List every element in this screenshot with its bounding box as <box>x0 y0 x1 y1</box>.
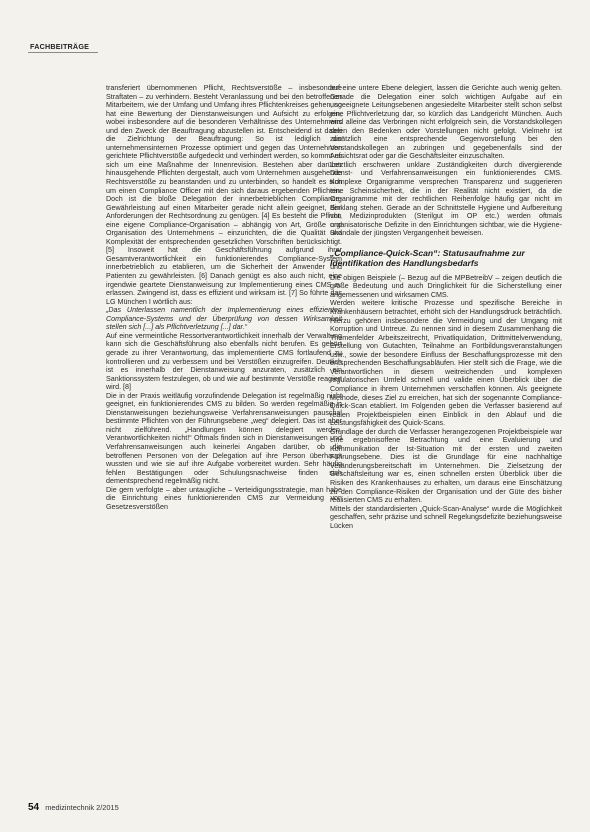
page-footer <box>28 802 119 813</box>
right-paragraph-6: Mittels der standardisierten „Quick-Scan-Analyse“ wurde die Möglichkeit geschaffen, sehr präzise und schnell Regelungsdefizite beziehungsweise Lücken <box>330 504 562 530</box>
right-paragraph-4: Werden weitere kritische Prozesse und spezifische Bereiche in Krankenhäusern betrachtet, erhöht sich der Handlungsdruck beträchtlich. Hierzu gehören insbesondere die Vermeidung und der Umgang mit Korruption und Untreue. Zu nennen sind in diesem Zusammenhang die Themenfelder Arbeitszeitrecht, Privatliquidation, Drittmittelverwendung, Erstellung von Gutachten, Teilnahme an Fortbildungsveranstaltungen usw., sowie der besondere Einfluss der Beschaffungsprozesse mit den entsprechenden Beschaffungsabläufen. Hier stellt sich die Frage, wie die Verantwortlichen in diesem weitreichenden und komplexen regulatorischen Umfeld schnell und valide einen Überblick über die Compliance in ihrem Unternehmen verschaffen können. Als geeignete Methode, dieses Ziel zu erreichen, hat sich der sogenannte Compliance-Quick-Scan etabliert. Im Folgenden geben die Verfasser basierend auf realen Projektbeispielen einen Einblick in den Ablauf und die Leistungsfähigkeit des Quick-Scans. <box>330 299 562 428</box>
left-paragraph-4: Die gern verfolgte – aber untaugliche – Verteidigungsstrategie, man habe die Einrichtung eines funktionierenden CMS zur Vermeidung von Gesetzesverstößen <box>106 485 342 511</box>
right-paragraph-1: auf eine untere Ebene delegiert, lassen die Gerichte auch wenig gelten. Gerade die Delegation einer solch wichtigen Aufgabe auf ein ungeeignete Leitungsebenen angesiedelte Mitarbeiter stellt schon selbst eine Pflichtverletzung dar, so kürzlich das Landgericht München. Auch wird alleine das Verbringen nicht erfolgreich sein, die Vorstandskollegen selen den Bedenken oder Vorstellungen nicht gefolgt. Vielmehr ist zusätzlich eine entsprechende Gegenvorstellung bei den Vorstandskollegen an zubringen und gegebenenfalls sind der Aufsichtsrat oder gar die Geschäftsleiter einzuschalten. <box>330 84 562 161</box>
left-paragraph-3: Die in der Praxis weitläufig vorzufindende Delegation ist regelmäßig nicht geeignet, ein funktionierendes CMS zu bilden. So werden regelmäßig in Dienstanweisungen beziehungsweise Verfahrensanweisungen pauschal bestimmte Pflichten von der Führungsebene „weg“ delegiert. Das ist aber nicht zielführend. „Handlungen können delegiert werden, Verantwortlichkeiten nicht!“ Oftmals finden sich in Dienstanweisungen und Verfahrensanweisungen auch keinerlei Angaben darüber, ob die betroffenen Personen von der Delegation auf ihre Person überhaupt wussten und wie sie auf ihre Aufgabe vorbereitet wurden. Sehr häufig fehlen Bestätigungen oder Schulungsnachweise finden sich dementsprechend regelmäßig nicht. <box>106 391 342 486</box>
right-column <box>330 84 562 530</box>
section-rule <box>28 52 98 53</box>
left-paragraph-1: transferiert übernommenen Pflicht, Rechtsverstöße – insbesondere Straftaten – zu verhindern. Besteht Veranlassung und bei den betroffenen Mitarbeitern, wie der Umfang und Umfang ihres Pflichtenkreises gehen, so hat eine Bewertung der Dienstanweisungen und Aufsicht zu erfolgen, wobei insbesondere auf die besonderen Verhältnisse des Unternehmens und den Zweck der Beauftragung abzustellen ist. Entscheidend ist dabei die Zielrichtung der Beauftragung: So ist lediglich die unternehmensinternen Prozesse optimiert und gegen das Unternehmen gerichtete Pflichtverstöße aufgedeckt und verhindert werden, so kommt es sich um eine Maßnahme der Innenrevision. Bestehen aber darüber hinausgehende Pflichten dergestalt, auch vom Unternehmen ausgehende Rechtsverstöße zu beanstanden und zu unterbinden, so handelt es sich um einen Compliance Officer mit den sich daraus ergebenden Pflichten. Doch ist die bloße Delegation der innerbetrieblichen Compliance-Gewährleistung auf einen Mitarbeiter gerade nicht allein geeignet, den Anforderungen der Rechtsordnung zu genügen. [4] Es besteht die Pflicht, eine eigene Compliance-Organisation – abhängig von Art, Größe und Organisation des Unternehmens – einzurichten, die die Qualität und Komplexität der entsprechenden gesetzlichen Vorschriften berücksichtigt. [5] Insoweit hat die Geschäftsführung aufgrund ihrer Gesamtverantwortlichkeit ein funktionierendes Compliance-System innerbetrieblich zu etablieren, um die Sicherheit der Anwender und Patienten zu gewährleisten. [6] Danach genügt es also auch nicht, eine irgendwie geartete Dienstanweisung zur Implementierung eines CMS zu erlassen. Zwingend ist, dass es effizient und wirksam ist. [7] So führte das LG München I wörtlich aus: <box>106 84 342 306</box>
right-paragraph-5: Grundlage der durch die Verfasser herangezogenen Projektbeispiele war eine ergebnisoffene Betrachtung und eine Evaluierung und Kommunikation der Ist-Situation mit der ersten und zweiten Führungsebene. Dies ist die Grundlage für eine nachhaltige Veränderungsbereitschaft im Unternehmen. Die Zielsetzung der Geschäftsleitung war es, einen schnellen ersten Überblick über die Risiken des Krankenhauses zu erhalten, um daraus eine Einschätzung zu den Compliance-Risiken der Organisation und der Güte des bisher realisierten CMS zu erhalten. <box>330 427 562 505</box>
left-paragraph-2: Auf eine vermeintliche Ressortverantwortlichkeit innerhalb der Verwaltung kann sich die Geschäftsführung also ebenfalls nicht berufen. Es gehört gerade zu ihrer Verantwortung, das implementierte CMS fortlaufend zu kontrollieren und zu verbessern und bei Verstößen einzugreifen. Deutlich ist es innerhalb der Dienstanweisung anzuraten, zusätzlich ein Sanktionssystem festzulegen, ob und wie auf bestimmte Verstöße reagiert wird. [8] <box>106 331 342 392</box>
section-label: FACHBEITRÄGE <box>30 42 90 51</box>
right-paragraph-3: Die obigen Beispiele (– Bezug auf die MPBetreibV – zeigen deutlich die große Bedeutung und auch Dringlichkeit für die Sicherstellung einer angemessenen und wirksamen CMS. <box>330 273 562 299</box>
section-heading: „Compliance-Quick-Scan“: Statusaufnahme zur Identifikation des Handlungsbedarfs <box>330 247 525 268</box>
left-column <box>106 84 342 511</box>
page-number: 54 <box>28 802 40 813</box>
section-header <box>0 0 590 51</box>
right-paragraph-2: Letztlich erschweren unklare Zuständigkeiten durch divergierende Dienst- und Verfahrensanweisungen ein funktionierendes CMS. Komplexe Organigramme versprechen Transparenz und suggerieren eine Scheinsicherheit, die in der Realität nicht existiert, da die Organigramme mit der rechtlichen Reihenfolge häufig gar nicht im Einklang stehen. Gerade an der Schnittstelle Hygiene und Aufbereitung von Medizinprodukten (Sterilgut im OP etc.) werden oftmals organisatorische Defizite in den Einrichtungen sichtbar, wie die Hygiene-Skandale der jüngsten Vergangenheit beweisen. <box>330 160 562 238</box>
publication-name: medizintechnik 2/2015 <box>45 803 119 812</box>
left-quote: „Das Unterlassen namentlich der Implementierung eines effizienten Compliance-Systems und der Überprüfung von dessen Wirksamkeit stellen sich [...] als Pflichtverletzung [...] dar.“ <box>106 306 342 332</box>
